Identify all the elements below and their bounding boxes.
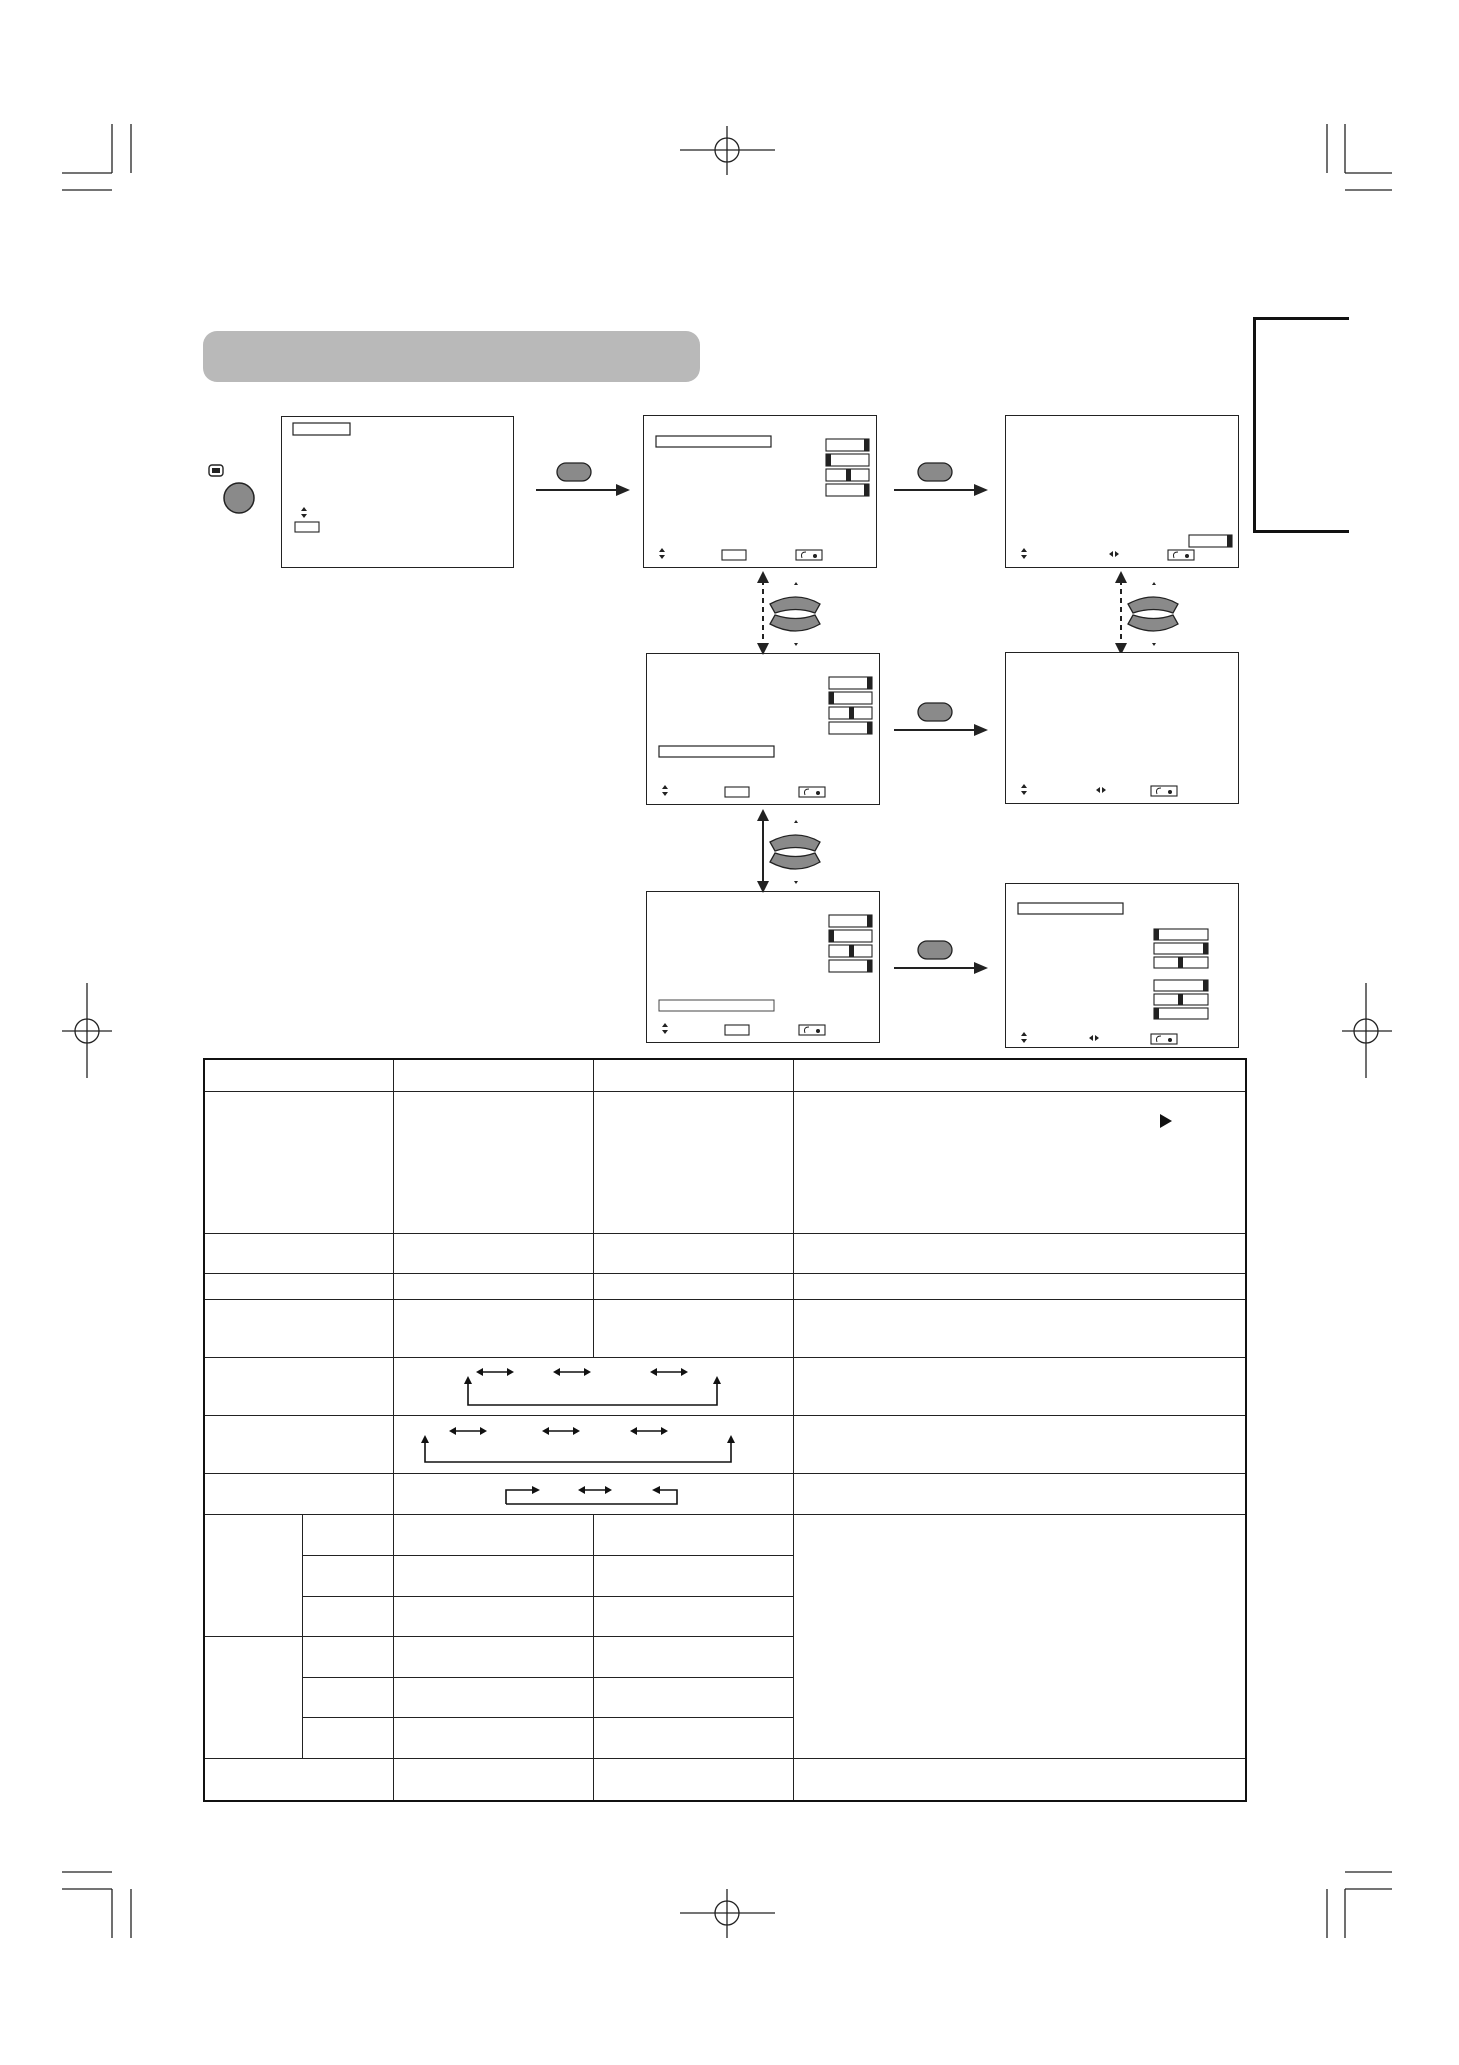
table-cell [302,1718,393,1759]
return-icon [799,1025,825,1035]
table-cell [393,1596,593,1636]
side-language-tab [1253,317,1349,533]
select-button-icon [557,463,591,481]
up-down-rocker-icon [770,582,820,646]
return-icon [796,550,822,560]
table-cell [393,1091,593,1233]
table-row [204,1514,1246,1555]
table-cell [393,1274,593,1300]
up-down-arrow-icon [1021,784,1027,795]
slider-group [829,677,872,734]
table-cell [593,1091,793,1233]
table-cell [793,1473,1246,1514]
table-cell [793,1091,1246,1233]
flow-arrow-2 [890,455,1000,515]
table-row [204,1416,1246,1473]
table-cell [793,1059,1246,1091]
return-icon [799,787,825,797]
table-cell [204,1514,302,1636]
table-cell [593,1636,793,1677]
flow-arrow-3 [890,695,1000,755]
table-cell [793,1300,1246,1358]
table-cell [793,1416,1246,1473]
up-down-arrow-icon [659,548,665,559]
rocker-arrow-2 [735,806,835,896]
rocker-arrow-3 [1093,568,1193,658]
table-cell [793,1759,1246,1801]
highlight-bar [1018,903,1123,914]
table-cell [302,1636,393,1677]
table-cell [793,1358,1246,1416]
table-cell [593,1678,793,1718]
table-cell [204,1300,393,1358]
table-cell [393,1555,593,1596]
table-cell [793,1514,1246,1759]
table-cell [204,1473,393,1514]
result-screen-bottom [1005,883,1239,1048]
start-screen [281,416,514,568]
select-key-icon [725,787,749,797]
table-cell [204,1059,393,1091]
cycle-diagram-1 [394,1358,794,1416]
menu-screen-bottom [646,891,880,1043]
table-cell [393,1300,593,1358]
flow-arrow-4 [890,933,1000,993]
cycle-diagram-cell [393,1358,793,1416]
table-cell [302,1555,393,1596]
table-row [204,1759,1246,1801]
slider-group [826,439,869,496]
table-cell [593,1596,793,1636]
table-cell [593,1300,793,1358]
cycle-diagram-cell [393,1416,793,1473]
table-cell [593,1718,793,1759]
menu-screen-middle [646,653,880,805]
cycle-diagram-3 [394,1474,794,1515]
table-cell [393,1678,593,1718]
table-cell [793,1233,1246,1273]
left-right-arrow-icon [1096,787,1106,793]
table-row [204,1274,1246,1300]
table-header-row [204,1059,1246,1091]
table-cell [393,1759,593,1801]
select-button-icon [918,941,952,959]
up-down-arrow-icon [662,785,668,796]
cycle-diagram-cell [393,1473,793,1514]
table-cell [593,1555,793,1596]
return-icon [1168,550,1194,560]
slider-group [829,915,872,972]
table-cell [593,1274,793,1300]
table-cell [393,1233,593,1273]
up-down-rocker-icon [1128,582,1178,646]
select-button-icon [918,703,952,721]
select-key-icon [722,550,746,560]
table-cell [204,1091,393,1233]
highlight-bar [659,746,774,757]
table-cell [204,1274,393,1300]
cycle-diagram-2 [394,1416,794,1473]
table-cell [204,1416,393,1473]
select-key-icon [295,522,319,532]
slider-group [1154,929,1208,1019]
table-cell [593,1059,793,1091]
up-down-arrow-icon [662,1023,668,1034]
table-cell [393,1636,593,1677]
table-cell [204,1759,393,1801]
flow-arrow-1 [530,455,640,515]
selected-item-box [293,423,350,435]
table-cell [393,1514,593,1555]
table-cell [593,1514,793,1555]
up-down-arrow-icon [301,507,307,518]
left-right-arrow-icon [1109,551,1119,557]
return-icon [1151,1034,1177,1044]
highlight-bar [656,436,771,447]
table-cell [593,1759,793,1801]
table-row [204,1300,1246,1358]
return-icon [1151,786,1177,796]
result-screen-top [1005,415,1239,568]
select-key-icon [725,1025,749,1035]
menu-screen-top [643,415,877,568]
section-header-bar [203,331,700,382]
left-right-arrow-icon [1089,1035,1099,1041]
up-down-arrow-icon [1021,548,1027,559]
table-cell [204,1233,393,1273]
table-cell [393,1718,593,1759]
remote-buttons [187,462,257,522]
spec-table [203,1058,1247,1802]
table-cell [204,1358,393,1416]
highlight-bar [659,1000,774,1011]
table-row [204,1233,1246,1273]
select-button-icon [918,463,952,481]
table-cell [393,1059,593,1091]
result-screen-middle [1005,652,1239,804]
up-down-arrow-icon [1021,1032,1027,1043]
table-row [204,1358,1246,1416]
table-row [204,1473,1246,1514]
table-cell [302,1514,393,1555]
play-triangle-icon [1159,1113,1173,1129]
table-cell [593,1233,793,1273]
table-cell [793,1274,1246,1300]
table-cell [302,1596,393,1636]
table-cell [302,1678,393,1718]
up-down-rocker-icon [770,820,820,884]
rocker-arrow-1 [735,568,835,658]
table-row [204,1091,1246,1233]
select-button-icon [224,483,254,513]
table-cell [204,1636,302,1758]
